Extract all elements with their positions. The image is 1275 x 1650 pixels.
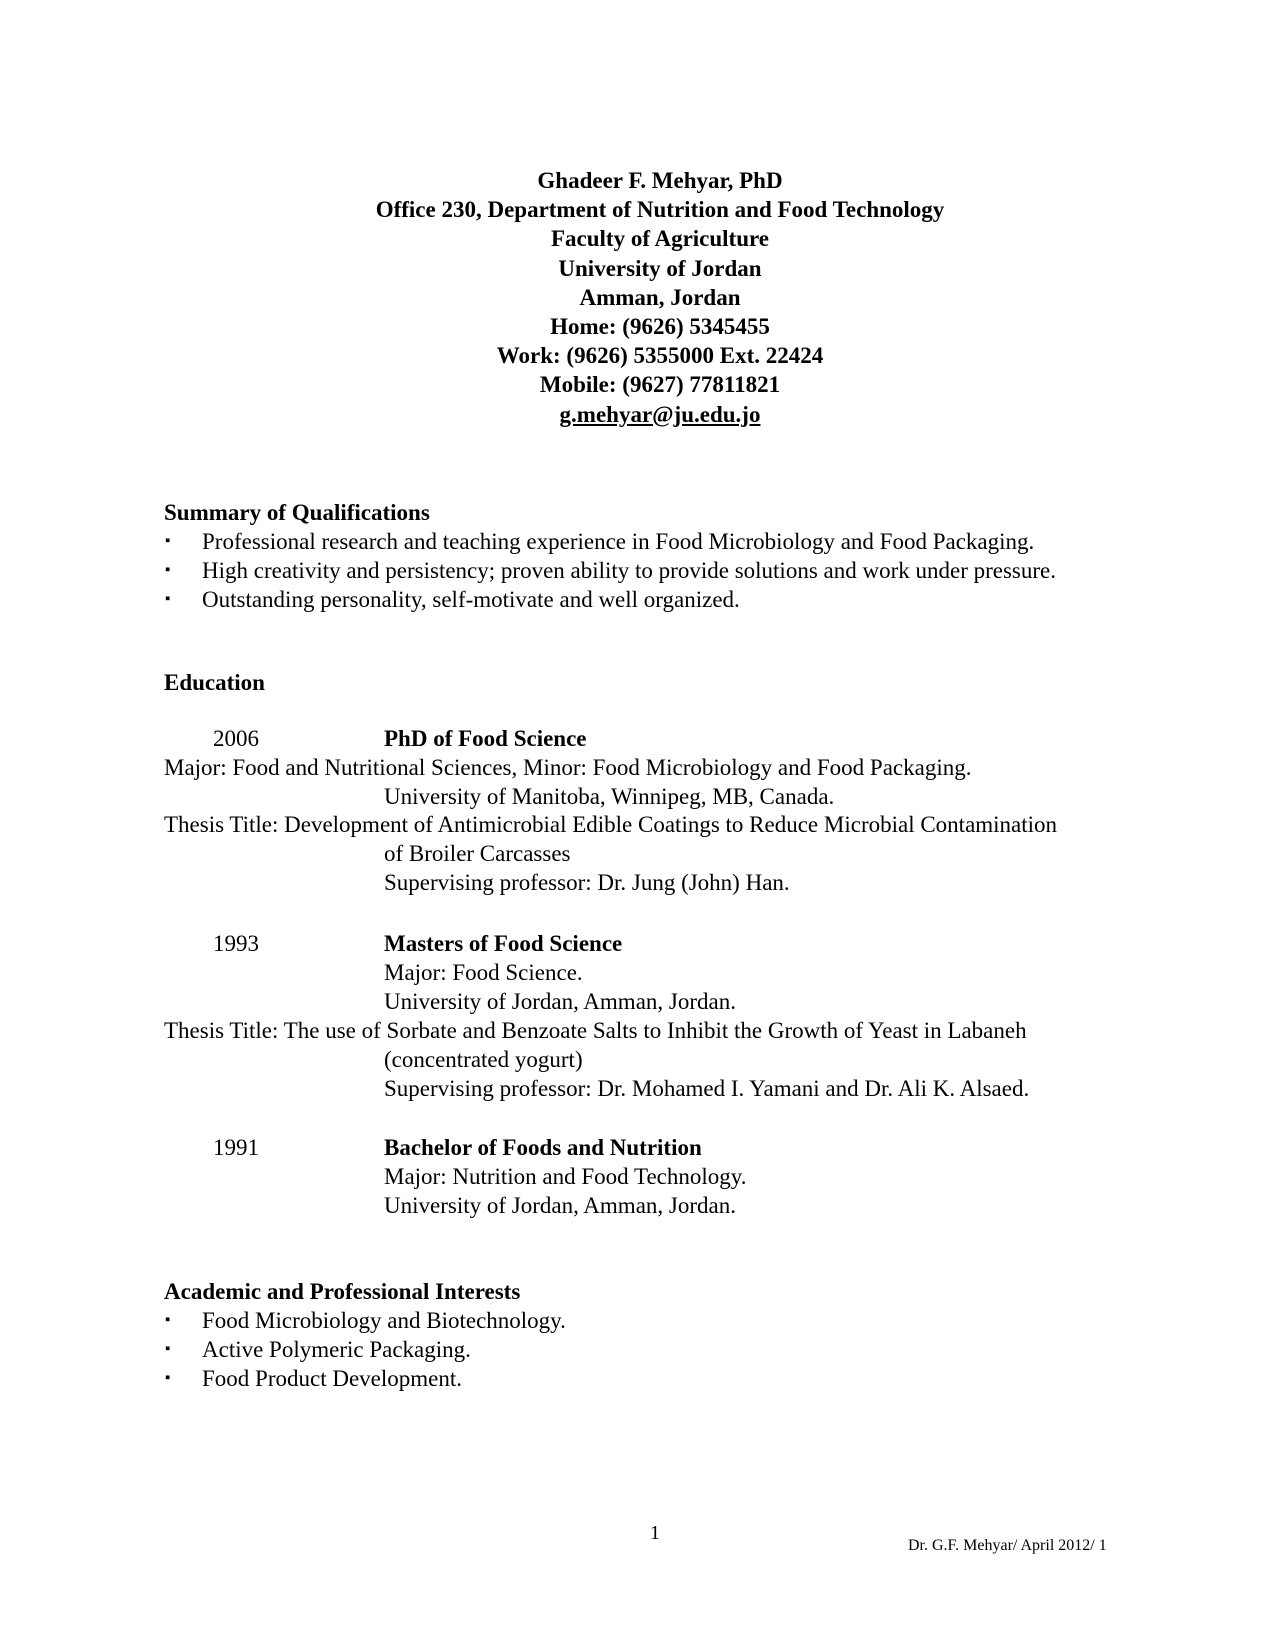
education-institution: University of Jordan, Amman, Jordan. [384,1193,736,1218]
education-year: 2006 [213,726,259,751]
education-thesis-title-continued: (concentrated yogurt) [384,1047,583,1072]
summary-item-text: Professional research and teaching experience in Food Microbiology and Food Packaging. [202,529,1035,554]
interests-heading: Academic and Professional Interests [164,1279,521,1304]
university: University of Jordan [558,255,762,281]
education-major: Major: Food Science. [384,960,583,985]
education-thesis-title-continued: of Broiler Carcasses [384,841,571,866]
bullet-icon: ▪ [165,562,171,578]
education-year: 1991 [213,1135,259,1160]
education-year: 1993 [213,931,259,956]
interest-item-text: Food Product Development. [202,1366,462,1391]
education-thesis-title: Thesis Title: The use of Sorbate and Benzoate Salts to Inhibit the Growth of Yeast in Labaneh [164,1018,1027,1043]
summary-item-text: Outstanding personality, self-motivate and well organized. [202,587,740,612]
list-item [164,556,1056,585]
bullet-icon: ▪ [165,1312,171,1328]
author-name: Ghadeer F. Mehyar, PhD [537,168,783,193]
education-institution: University of Jordan, Amman, Jordan. [384,989,736,1014]
summary-heading: Summary of Qualifications [164,500,430,525]
education-major: Major: Food and Nutritional Sciences, Minor: Food Microbiology and Food Packaging. [164,755,972,780]
page-number: 1 [650,1522,660,1544]
list-item [164,1335,566,1364]
education-thesis-title: Thesis Title: Development of Antimicrobial Edible Coatings to Reduce Microbial Contamination [164,812,1058,837]
bullet-icon: ▪ [165,1341,171,1357]
education-major: Major: Nutrition and Food Technology. [384,1164,747,1189]
education-supervisor: Supervising professor: Dr. Mohamed I. Yamani and Dr. Ali K. Alsaed. [384,1076,1030,1101]
page-footer: Dr. G.F. Mehyar/ April 2012/ 1 [908,1537,1107,1554]
mobile-phone: Mobile: (9627) 77811821 [539,372,781,398]
education-degree: Bachelor of Foods and Nutrition [384,1135,702,1160]
education-degree: Masters of Food Science [384,931,623,956]
home-phone: Home: (9626) 5345455 [550,314,770,340]
list-item [164,1364,566,1393]
interest-item-text: Active Polymeric Packaging. [202,1337,471,1362]
office-address: Office 230, Department of Nutrition and Food Technology [375,197,945,223]
list-item [164,527,1056,556]
summary-list [164,527,1056,614]
work-phone: Work: (9626) 5355000 Ext. 22424 [496,343,824,369]
faculty: Faculty of Agriculture [550,226,770,252]
city: Amman, Jordan [579,284,741,310]
interest-item-text: Food Microbiology and Biotechnology. [202,1308,566,1333]
summary-item-text: High creativity and persistency; proven ability to provide solutions and work under pressure. [202,558,1056,583]
bullet-icon: ▪ [165,1370,171,1386]
list-item [164,585,1056,614]
bullet-icon: ▪ [165,533,171,549]
education-degree: PhD of Food Science [384,726,587,751]
list-item [164,1306,566,1335]
interests-list [164,1306,566,1393]
education-institution: University of Manitoba, Winnipeg, MB, Canada. [384,784,835,809]
email-link[interactable]: g.mehyar@ju.edu.jo [559,401,761,427]
education-heading: Education [164,670,265,695]
bullet-icon: ▪ [165,591,171,607]
education-supervisor: Supervising professor: Dr. Jung (John) Han. [384,870,790,895]
contact-header [0,166,1275,429]
